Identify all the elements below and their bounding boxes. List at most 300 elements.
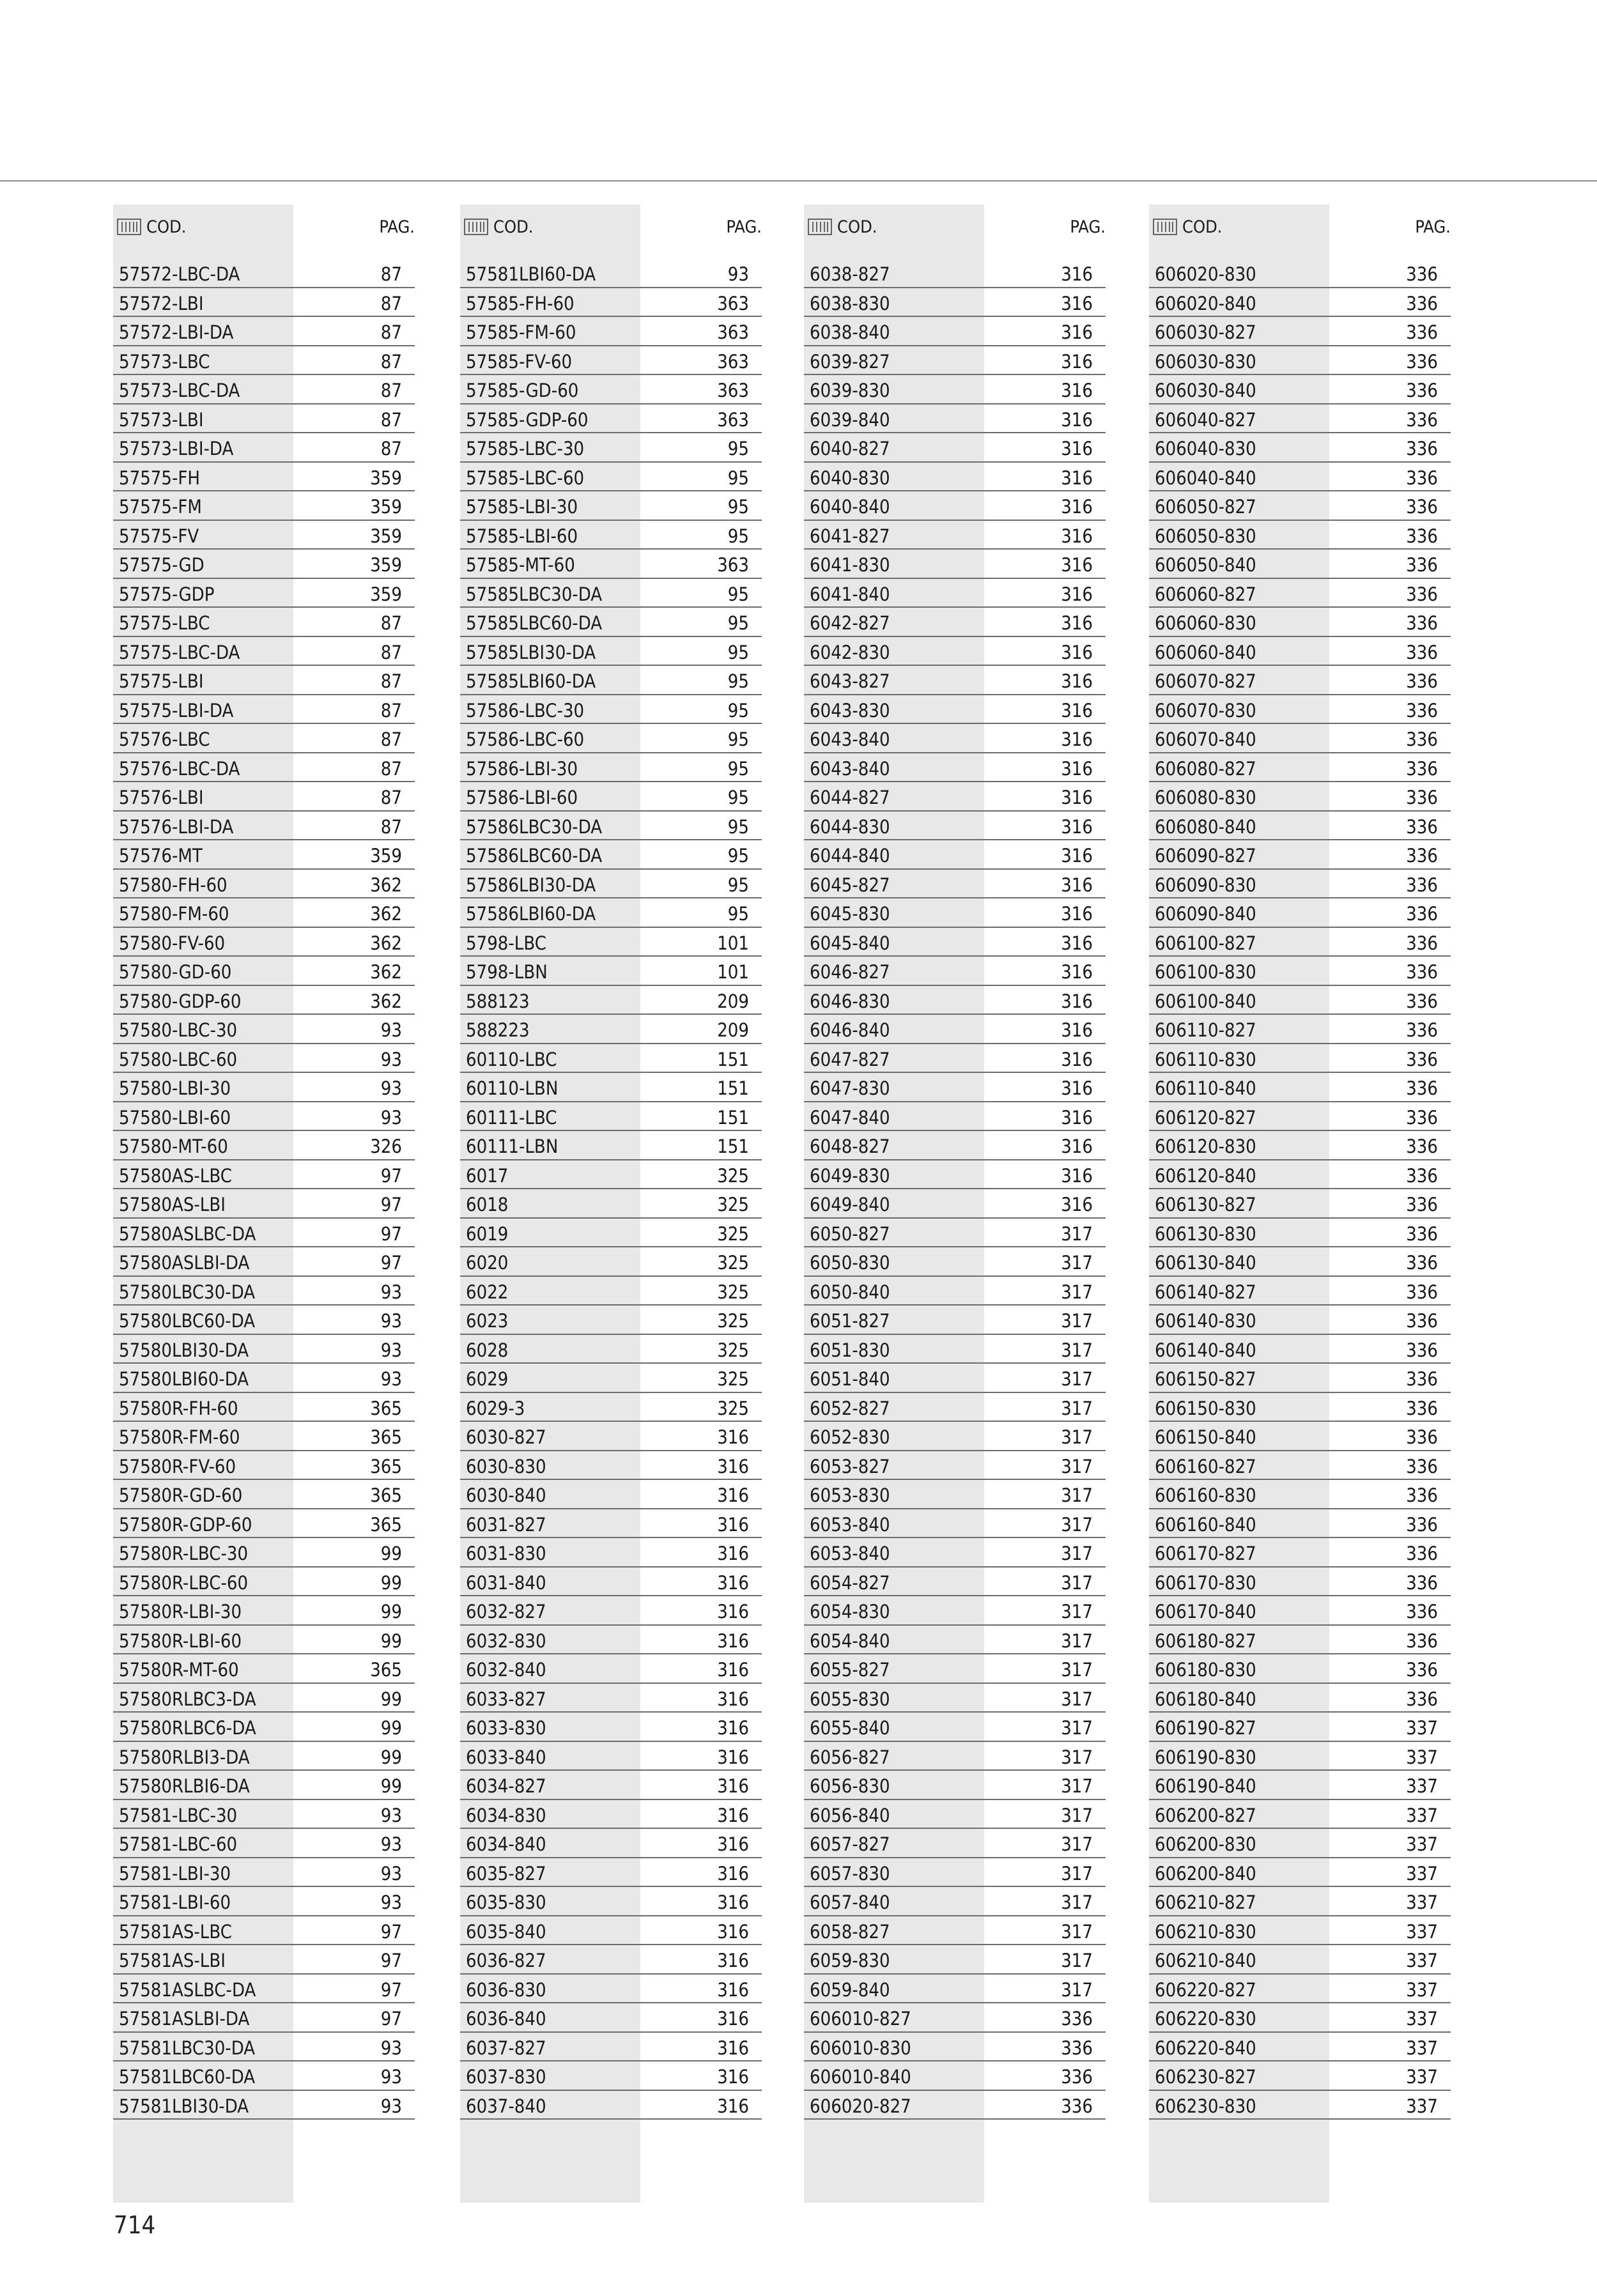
product-code: 606030-840 xyxy=(1155,380,1256,401)
product-code: 6029-3 xyxy=(466,1397,525,1419)
page-ref: 363 xyxy=(717,321,749,343)
product-code: 6057-830 xyxy=(810,1862,890,1884)
page-ref: 336 xyxy=(1406,815,1438,838)
product-code: 57585-LBC-60 xyxy=(466,466,585,489)
table-row xyxy=(460,1364,762,1393)
product-code: 606060-827 xyxy=(1155,583,1256,605)
page-ref: 363 xyxy=(717,350,749,373)
page-ref: 337 xyxy=(1406,1892,1438,1913)
page-ref: 316 xyxy=(717,1746,749,1768)
page-ref: 316 xyxy=(717,1950,749,1971)
page-ref: 316 xyxy=(1061,757,1093,780)
table-row xyxy=(804,1422,1106,1451)
page-ref: 316 xyxy=(1061,670,1093,692)
page-ref: 151 xyxy=(717,1048,749,1070)
page-ref: 317 xyxy=(1061,1833,1093,1855)
page-ref: 359 xyxy=(370,496,402,518)
page-ref: 363 xyxy=(717,408,749,431)
table-row xyxy=(113,404,415,434)
product-code: 6041-827 xyxy=(810,525,890,547)
table-row xyxy=(113,928,415,957)
table-row xyxy=(804,957,1106,986)
page-ref: 317 xyxy=(1061,1281,1093,1303)
table-row xyxy=(113,433,415,463)
product-code: 57576-LBI xyxy=(119,787,204,808)
product-code: 57576-LBI-DA xyxy=(119,815,234,838)
page-ref: 87 xyxy=(380,263,402,285)
table-row xyxy=(460,1654,762,1684)
page-ref: 336 xyxy=(1406,670,1438,692)
product-code: 57580R-FV-60 xyxy=(119,1455,236,1477)
table-row xyxy=(113,1742,415,1771)
table-row xyxy=(113,1102,415,1132)
table-row xyxy=(113,1684,415,1713)
page-ref: 316 xyxy=(1061,350,1093,373)
table-row xyxy=(1149,288,1451,318)
page-ref: 316 xyxy=(1061,903,1093,925)
page-ref: 316 xyxy=(1061,728,1093,750)
page-ref: 316 xyxy=(1061,583,1093,605)
page-ref: 317 xyxy=(1061,1484,1093,1506)
page-ref: 336 xyxy=(1406,1426,1438,1448)
page-ref: 87 xyxy=(380,438,402,459)
table-row xyxy=(460,2033,762,2062)
product-code: 57575-LBC xyxy=(119,612,210,634)
table-row xyxy=(113,2061,415,2091)
table-row xyxy=(804,840,1106,870)
page-ref: 97 xyxy=(380,2008,402,2030)
product-code: 606100-830 xyxy=(1155,961,1256,983)
table-row xyxy=(804,1364,1106,1393)
page-ref: 99 xyxy=(380,1601,402,1622)
product-code: 57575-GDP xyxy=(119,583,215,605)
product-code: 57585LBI30-DA xyxy=(466,641,596,663)
pag-label: PAG. xyxy=(379,217,415,237)
cod-header xyxy=(1153,217,1223,237)
table-row xyxy=(804,1335,1106,1364)
product-code: 57575-LBC-DA xyxy=(119,641,240,663)
table-row xyxy=(460,317,762,346)
table-row xyxy=(113,1073,415,1102)
page-ref: 336 xyxy=(1406,1222,1438,1245)
page-ref: 336 xyxy=(1406,1048,1438,1070)
product-code: 6035-827 xyxy=(466,1862,546,1884)
product-code: 6040-830 xyxy=(810,466,890,489)
product-code: 6047-827 xyxy=(810,1048,890,1070)
table-row xyxy=(460,753,762,783)
product-code: 606020-827 xyxy=(810,2095,911,2117)
table-row xyxy=(1149,812,1451,841)
page-ref: 365 xyxy=(370,1455,402,1477)
product-code: 57572-LBI xyxy=(119,292,204,314)
page-ref: 97 xyxy=(380,1164,402,1187)
table-row xyxy=(804,404,1106,434)
page-ref: 316 xyxy=(1061,932,1093,954)
page-ref: 97 xyxy=(380,1252,402,1274)
product-code: 606180-827 xyxy=(1155,1630,1256,1652)
product-code: 606100-827 xyxy=(1155,932,1256,954)
product-code: 6058-827 xyxy=(810,1920,890,1943)
product-code: 606180-840 xyxy=(1155,1688,1256,1710)
page-ref: 336 xyxy=(1406,466,1438,489)
product-code: 6040-827 xyxy=(810,438,890,459)
product-code: 606220-827 xyxy=(1155,1978,1256,2001)
page-ref: 317 xyxy=(1061,1601,1093,1622)
page-ref: 363 xyxy=(717,554,749,576)
product-code: 6053-840 xyxy=(810,1513,890,1536)
page-ref: 359 xyxy=(370,554,402,576)
column-header xyxy=(113,204,415,252)
page-ref: 316 xyxy=(1061,525,1093,547)
product-code: 6050-830 xyxy=(810,1252,890,1274)
product-code: 606040-830 xyxy=(1155,438,1256,459)
product-code: 606170-827 xyxy=(1155,1543,1256,1564)
page-ref: 316 xyxy=(1061,438,1093,459)
table-row xyxy=(113,1451,415,1481)
table-row xyxy=(1149,1713,1451,1742)
table-row xyxy=(460,288,762,318)
table-row xyxy=(460,1771,762,1800)
page-ref: 87 xyxy=(380,292,402,314)
product-code: 606020-830 xyxy=(1155,263,1256,285)
page-ref: 336 xyxy=(1061,2066,1093,2088)
table-row xyxy=(460,259,762,288)
page-ref: 317 xyxy=(1061,1368,1093,1390)
code-symbol-icon xyxy=(808,219,832,235)
page-ref: 316 xyxy=(717,1601,749,1622)
product-code: 6045-827 xyxy=(810,874,890,896)
product-code: 60110-LBN xyxy=(466,1077,559,1099)
page-ref: 336 xyxy=(1406,1513,1438,1536)
page-ref: 336 xyxy=(1406,787,1438,808)
table-row xyxy=(113,550,415,579)
product-code: 6036-830 xyxy=(466,1978,546,2001)
table-row xyxy=(460,782,762,812)
product-code: 6038-840 xyxy=(810,321,890,343)
product-code: 606070-840 xyxy=(1155,728,1256,750)
cod-label: COD. xyxy=(493,217,534,237)
page-ref: 95 xyxy=(727,845,749,867)
page-ref: 325 xyxy=(717,1222,749,1245)
page-ref: 336 xyxy=(1406,380,1438,401)
product-code: 606070-827 xyxy=(1155,670,1256,692)
page-ref: 317 xyxy=(1061,1717,1093,1739)
cod-header xyxy=(808,217,877,237)
table-row xyxy=(460,1538,762,1568)
page-ref: 336 xyxy=(1406,1397,1438,1419)
page-ref: 93 xyxy=(380,1281,402,1303)
table-row xyxy=(113,1131,415,1160)
table-row xyxy=(113,782,415,812)
row-list xyxy=(460,252,762,2120)
page-ref: 95 xyxy=(727,757,749,780)
table-row xyxy=(804,1771,1106,1800)
product-code: 6056-840 xyxy=(810,1804,890,1826)
page-ref: 336 xyxy=(1406,990,1438,1012)
table-row xyxy=(1149,1742,1451,1771)
page-ref: 87 xyxy=(380,350,402,373)
product-code: 57572-LBI-DA xyxy=(119,321,234,343)
table-row xyxy=(460,1189,762,1219)
product-code: 6030-830 xyxy=(466,1455,546,1477)
product-code: 606140-827 xyxy=(1155,1281,1256,1303)
product-code: 57580-LBC-60 xyxy=(119,1048,238,1070)
table-row xyxy=(113,1189,415,1219)
product-code: 57580LBC30-DA xyxy=(119,1281,256,1303)
page-ref: 362 xyxy=(370,932,402,954)
page-ref: 95 xyxy=(727,496,749,518)
product-code: 57581-LBC-30 xyxy=(119,1804,238,1826)
table-row xyxy=(804,2003,1106,2033)
table-row xyxy=(1149,375,1451,404)
table-row xyxy=(113,1393,415,1422)
table-row xyxy=(113,1800,415,1830)
product-code: 57580RLBI6-DA xyxy=(119,1775,250,1797)
table-row xyxy=(460,1073,762,1102)
pag-label: PAG. xyxy=(1415,217,1451,237)
product-code: 6034-840 xyxy=(466,1833,546,1855)
table-row xyxy=(804,1219,1106,1248)
table-row xyxy=(804,2033,1106,2062)
table-row xyxy=(804,724,1106,753)
index-column-1 xyxy=(113,204,415,2120)
page-ref: 316 xyxy=(1061,961,1093,983)
page-ref: 87 xyxy=(380,641,402,663)
product-code: 606120-827 xyxy=(1155,1106,1256,1129)
page-ref: 336 xyxy=(1406,1310,1438,1332)
cod-header xyxy=(464,217,534,237)
product-code: 57585-LBC-30 xyxy=(466,438,585,459)
product-code: 6029 xyxy=(466,1368,509,1390)
page-ref: 316 xyxy=(717,1571,749,1594)
product-code: 57580-LBI-30 xyxy=(119,1077,231,1099)
product-code: 606040-827 xyxy=(1155,408,1256,431)
product-code: 606210-830 xyxy=(1155,1920,1256,1943)
page-ref: 151 xyxy=(717,1106,749,1129)
product-code: 6054-830 xyxy=(810,1601,890,1622)
page-ref: 87 xyxy=(380,321,402,343)
product-code: 6054-827 xyxy=(810,1571,890,1594)
page-ref: 359 xyxy=(370,845,402,867)
product-code: 6030-827 xyxy=(466,1426,546,1448)
table-row xyxy=(460,812,762,841)
table-row xyxy=(113,1829,415,1858)
page-ref: 316 xyxy=(717,1775,749,1797)
table-row xyxy=(804,695,1106,725)
table-row xyxy=(113,1858,415,1888)
product-code: 606060-830 xyxy=(1155,612,1256,634)
product-code: 6045-830 xyxy=(810,903,890,925)
product-code: 606150-840 xyxy=(1155,1426,1256,1448)
product-code: 606130-830 xyxy=(1155,1222,1256,1245)
table-row xyxy=(1149,928,1451,957)
page-ref: 317 xyxy=(1061,1659,1093,1681)
page-ref: 93 xyxy=(380,1862,402,1884)
page-ref: 336 xyxy=(1406,321,1438,343)
page-ref: 316 xyxy=(1061,1077,1093,1099)
product-code: 6050-840 xyxy=(810,1281,890,1303)
page-ref: 316 xyxy=(717,1804,749,1826)
page-ref: 337 xyxy=(1406,2066,1438,2088)
page-ref: 99 xyxy=(380,1717,402,1739)
table-row xyxy=(804,491,1106,521)
page-ref: 93 xyxy=(380,1892,402,1913)
table-row xyxy=(113,1364,415,1393)
page-ref: 316 xyxy=(717,1426,749,1448)
page-ref: 99 xyxy=(380,1688,402,1710)
table-row xyxy=(1149,1306,1451,1335)
product-code: 57585-FH-60 xyxy=(466,292,575,314)
page-ref: 316 xyxy=(717,2008,749,2030)
page-ref: 316 xyxy=(717,1978,749,2001)
product-code: 57585-GD-60 xyxy=(466,380,579,401)
table-row xyxy=(804,1596,1106,1626)
table-row xyxy=(804,1800,1106,1830)
product-code: 57581LBI30-DA xyxy=(119,2095,249,2117)
table-row xyxy=(460,1219,762,1248)
page-ref: 365 xyxy=(370,1659,402,1681)
page-ref: 337 xyxy=(1406,1833,1438,1855)
table-row xyxy=(113,579,415,608)
page-ref: 317 xyxy=(1061,1804,1093,1826)
product-code: 6033-830 xyxy=(466,1717,546,1739)
table-row xyxy=(804,521,1106,550)
page-ref: 336 xyxy=(1406,612,1438,634)
page-ref: 325 xyxy=(717,1368,749,1390)
page-ref: 317 xyxy=(1061,1513,1093,1536)
table-row xyxy=(460,2091,762,2120)
product-code: 57580R-MT-60 xyxy=(119,1659,239,1681)
page-ref: 93 xyxy=(380,1019,402,1041)
page-ref: 325 xyxy=(717,1194,749,1215)
page-ref: 316 xyxy=(1061,554,1093,576)
product-code: 606010-830 xyxy=(810,2037,911,2059)
page-ref: 316 xyxy=(717,1717,749,1739)
table-row xyxy=(804,782,1106,812)
page-number: 714 xyxy=(114,2211,156,2239)
table-row xyxy=(460,637,762,666)
page-ref: 151 xyxy=(717,1077,749,1099)
table-row xyxy=(1149,695,1451,725)
table-row xyxy=(113,1975,415,2004)
table-row xyxy=(1149,2033,1451,2062)
table-row xyxy=(113,840,415,870)
table-row xyxy=(1149,1277,1451,1306)
product-code: 57581ASLBC-DA xyxy=(119,1978,256,2001)
product-code: 57572-LBC-DA xyxy=(119,263,240,285)
page-ref: 317 xyxy=(1061,1543,1093,1564)
product-code: 57585LBC30-DA xyxy=(466,583,603,605)
table-row xyxy=(1149,2091,1451,2120)
product-code: 57585LBC60-DA xyxy=(466,612,603,634)
table-row xyxy=(804,433,1106,463)
table-row xyxy=(804,375,1106,404)
product-code: 588123 xyxy=(466,990,530,1012)
table-row xyxy=(460,346,762,376)
page-ref: 363 xyxy=(717,292,749,314)
product-code: 6032-840 xyxy=(466,1659,546,1681)
product-code: 6032-830 xyxy=(466,1630,546,1652)
table-row xyxy=(460,724,762,753)
page-ref: 336 xyxy=(1406,583,1438,605)
table-row xyxy=(113,1247,415,1277)
table-row xyxy=(1149,666,1451,695)
table-row xyxy=(1149,1044,1451,1074)
product-code: 6036-827 xyxy=(466,1950,546,1971)
product-code: 6039-827 xyxy=(810,350,890,373)
product-code: 5798-LBN xyxy=(466,961,548,983)
product-code: 57575-FH xyxy=(119,466,201,489)
page-ref: 316 xyxy=(717,1513,749,1536)
table-row xyxy=(460,1422,762,1451)
table-row xyxy=(113,491,415,521)
page-ref: 362 xyxy=(370,903,402,925)
column-header xyxy=(804,204,1106,252)
product-code: 6048-827 xyxy=(810,1136,890,1157)
table-row xyxy=(1149,1422,1451,1451)
product-code: 6037-827 xyxy=(466,2037,546,2059)
table-row xyxy=(1149,1451,1451,1481)
product-code: 606080-827 xyxy=(1155,757,1256,780)
table-row xyxy=(460,1102,762,1132)
table-row xyxy=(460,870,762,899)
page-ref: 95 xyxy=(727,874,749,896)
page-ref: 93 xyxy=(380,2066,402,2088)
table-row xyxy=(460,375,762,404)
product-code: 606030-830 xyxy=(1155,350,1256,373)
page-ref: 336 xyxy=(1406,1194,1438,1215)
product-code: 5798-LBC xyxy=(466,932,546,954)
product-code: 6042-827 xyxy=(810,612,890,634)
page-ref: 336 xyxy=(1406,641,1438,663)
table-row xyxy=(1149,1771,1451,1800)
product-code: 57585-GDP-60 xyxy=(466,408,589,431)
page-ref: 95 xyxy=(727,466,749,489)
product-code: 6053-827 xyxy=(810,1455,890,1477)
page-ref: 317 xyxy=(1061,1426,1093,1448)
product-code: 57586-LBC-60 xyxy=(466,728,585,750)
page-ref: 337 xyxy=(1406,2095,1438,2117)
table-row xyxy=(1149,1102,1451,1132)
table-row xyxy=(460,1306,762,1335)
product-code: 57573-LBC xyxy=(119,350,210,373)
product-code: 606160-840 xyxy=(1155,1513,1256,1536)
table-row xyxy=(804,1713,1106,1742)
product-code: 6023 xyxy=(466,1310,509,1332)
page-ref: 336 xyxy=(1406,408,1438,431)
table-row xyxy=(460,1131,762,1160)
product-code: 6022 xyxy=(466,1281,509,1303)
product-code: 57580RLBC3-DA xyxy=(119,1688,256,1710)
table-row xyxy=(460,1247,762,1277)
product-code: 6052-830 xyxy=(810,1426,890,1448)
product-code: 57585-FM-60 xyxy=(466,321,576,343)
product-code: 6059-830 xyxy=(810,1950,890,1971)
page-ref: 336 xyxy=(1406,1543,1438,1564)
product-code: 6041-830 xyxy=(810,554,890,576)
product-code: 57575-LBI-DA xyxy=(119,699,234,721)
page-ref: 316 xyxy=(717,1862,749,1884)
page-ref: 316 xyxy=(1061,321,1093,343)
product-code: 606120-830 xyxy=(1155,1136,1256,1157)
cod-header xyxy=(117,217,187,237)
page-ref: 336 xyxy=(1406,1455,1438,1477)
table-row xyxy=(113,1160,415,1190)
table-row xyxy=(113,521,415,550)
product-code: 57573-LBI-DA xyxy=(119,438,234,459)
product-code: 57580R-LBC-30 xyxy=(119,1543,249,1564)
product-code: 6028 xyxy=(466,1339,509,1361)
